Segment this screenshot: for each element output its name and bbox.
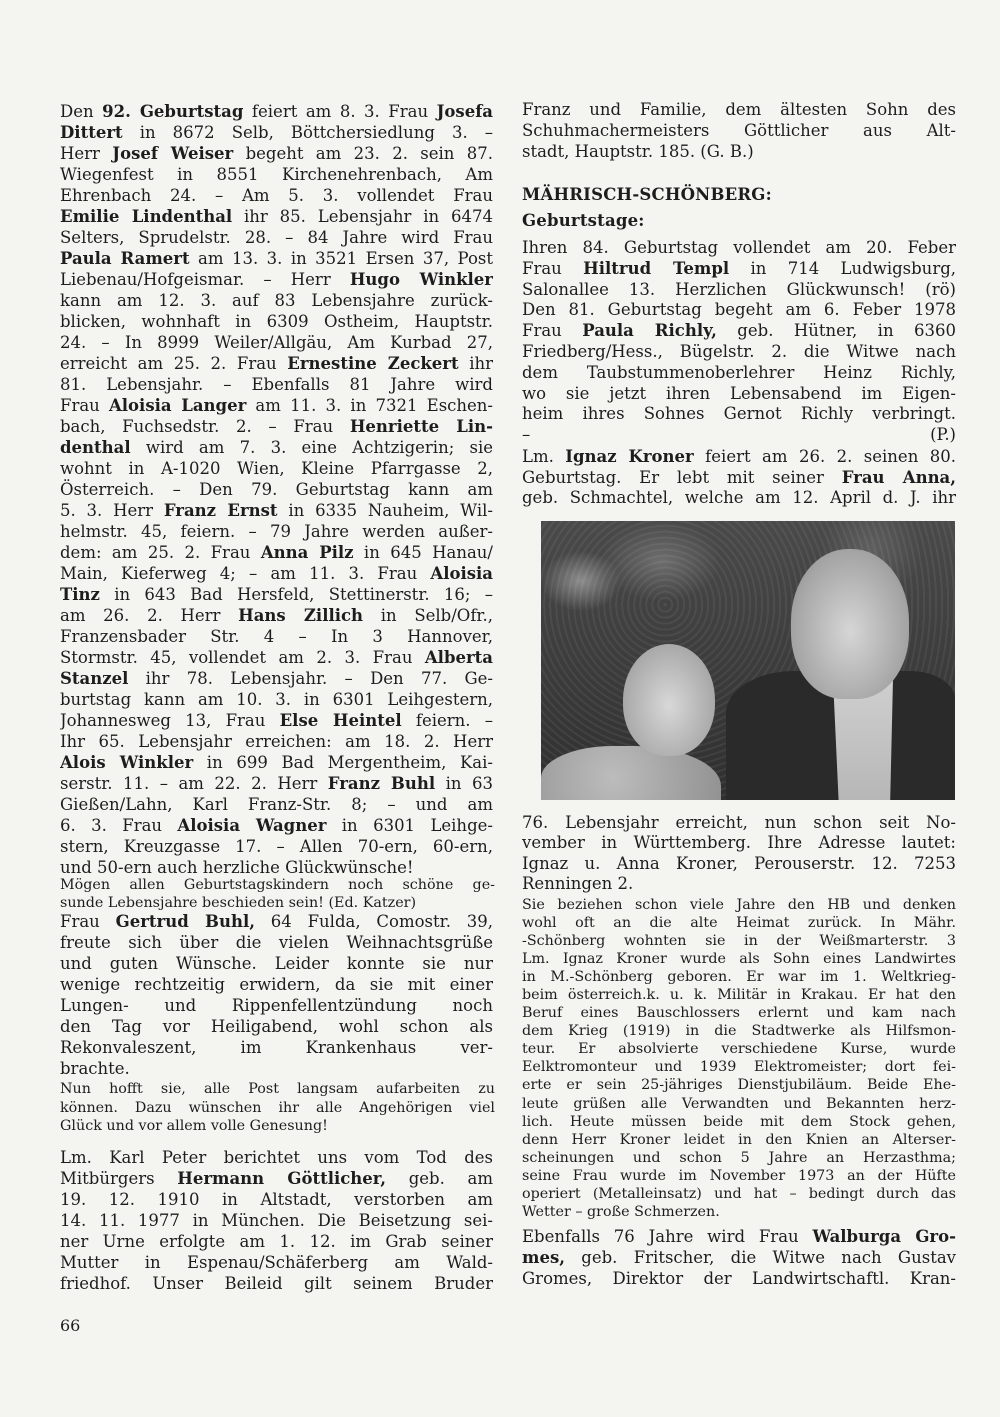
text-line xyxy=(522,488,956,509)
text-line xyxy=(60,932,493,953)
text-run: friedhof. Unser Beileid gilt seinem Bruder xyxy=(60,1274,493,1293)
text-line xyxy=(60,1016,493,1037)
text-line xyxy=(60,185,493,206)
text-run: Österreich. – Den 79. Geburtstag kann am xyxy=(60,480,493,499)
text-line xyxy=(60,1117,495,1136)
text-line xyxy=(522,932,956,950)
text-run: Ihr 65. Lebensjahr erreichen: am 18. 2. Herr xyxy=(60,732,493,751)
text-run: kann am 12. 3. auf 83 Lebensjahre zurück- xyxy=(60,291,493,310)
text-run: Friedberg/Hess., Bügelstr. 2. die Witwe nach xyxy=(522,341,956,361)
text-line xyxy=(522,363,956,384)
bold-name: Frau Anna, xyxy=(841,467,956,487)
gertrud-buhl-paragraph xyxy=(60,911,493,1079)
bold-name: Anna Pilz xyxy=(260,543,354,562)
text-run: in M.-Schönberg geboren. Er war im 1. Weltkrieg- xyxy=(522,969,956,986)
text-run: Mögen allen Geburtstagskindern noch schöne ge- xyxy=(60,877,495,893)
bold-name: Stanzel xyxy=(60,669,129,688)
text-run: in 643 Bad Hersfeld, Stettinerstr. 16; – xyxy=(99,585,493,604)
text-line xyxy=(522,1004,956,1022)
text-run: Gießen/Lahn, Karl Franz-Str. 8; – und am xyxy=(60,795,493,814)
text-run: Frau xyxy=(60,912,116,931)
text-line xyxy=(60,1210,493,1231)
text-line xyxy=(522,1131,956,1149)
obituary-paragraph xyxy=(60,1147,493,1294)
text-line xyxy=(522,1203,956,1221)
bold-name: Aloisia Langer xyxy=(108,396,247,415)
text-line xyxy=(522,1185,956,1203)
text-run: Lm. xyxy=(522,447,566,466)
text-line xyxy=(60,206,493,227)
obituary-continuation xyxy=(522,99,956,162)
text-run: Den xyxy=(60,102,103,121)
text-line xyxy=(60,710,493,731)
text-line xyxy=(522,120,956,141)
text-line xyxy=(60,458,493,479)
photo-ignaz-and-anna-kroner xyxy=(541,521,955,800)
text-line xyxy=(522,833,956,853)
text-line xyxy=(522,321,956,342)
text-line xyxy=(522,854,956,874)
text-run: stern, Kreuzgasse 17. – Allen 70-ern, 60-ern, xyxy=(60,837,493,856)
text-line xyxy=(522,238,956,259)
recovery-wishes-note xyxy=(60,1080,495,1136)
text-run: geb. Schmachtel, welche am 12. April d. J. ihr xyxy=(522,488,956,508)
text-line xyxy=(60,479,493,500)
text-run: wenige rechtzeitig erwidern, da sie mit einer xyxy=(60,975,493,994)
text-line xyxy=(522,914,956,932)
text-run: Lm. Karl Peter berichtet uns vom Tod des xyxy=(60,1148,493,1167)
text-line xyxy=(522,447,956,468)
text-line xyxy=(60,332,493,353)
text-run: Mutter in Espenau/Schäferberg am Wald- xyxy=(60,1253,493,1272)
text-run: Ehrenbach 24. – Am 5. 3. vollendet Frau xyxy=(60,186,493,205)
bold-name: Hans Zillich xyxy=(238,606,364,625)
text-run: 64 Fulda, Comostr. 39, xyxy=(255,912,493,931)
text-run: Den 81. Geburtstag begeht am 6. Feber 1978 xyxy=(522,300,956,320)
text-line xyxy=(60,1252,493,1273)
text-run: helmstr. 45, feiern. – 79 Jahre werden außer- xyxy=(60,522,493,541)
text-run: ihr xyxy=(458,354,493,373)
text-line xyxy=(522,896,956,914)
text-run: geb. Hütner, in 6360 xyxy=(716,321,956,341)
text-run: Franz und Familie, dem ältesten Sohn des xyxy=(522,100,956,119)
text-run: in 6335 Nauheim, Wil- xyxy=(277,501,493,520)
text-run: Glück und vor allem volle Genesung! xyxy=(60,1118,328,1134)
text-run: am 11. 3. in 7321 Eschen- xyxy=(246,396,493,415)
text-run: Lm. Ignaz Kroner wurde als Sohn eines Landwirtes xyxy=(522,951,956,968)
text-run: Wetter – große Schmerzen. xyxy=(522,1203,720,1220)
text-line xyxy=(60,542,493,563)
bold-name: Josef Weiser xyxy=(112,144,234,163)
text-run: geb. Fritscher, die Witwe nach Gustav xyxy=(565,1248,956,1267)
text-run: sunde Lebensjahre beschieden sein! (Ed. Katzer) xyxy=(60,895,417,911)
text-line xyxy=(60,605,493,626)
text-line xyxy=(60,584,493,605)
text-run: und guten Wünsche. Leider konnte sie nur xyxy=(60,954,493,973)
text-line xyxy=(522,342,956,363)
text-run: in 714 Ludwigsburg, xyxy=(729,258,956,278)
text-run: denn Herr Kroner leidet in den Knien an Alterser- xyxy=(522,1131,956,1148)
text-run: feiern. – xyxy=(401,711,493,730)
text-run: Rekonvaleszent, im Krankenhaus ver- xyxy=(60,1038,493,1057)
text-run: Lungen- und Rippenfellentzündung noch xyxy=(60,996,493,1015)
text-run: feiert am 26. 2. seinen 80. xyxy=(693,447,956,466)
bold-name: Josefa xyxy=(436,102,493,121)
text-line xyxy=(522,1268,956,1289)
text-run: wo sie jetzt ihren Lebensabend im Eigen- xyxy=(522,383,956,403)
section-subheading: Geburtstage: xyxy=(522,211,645,230)
text-run: am 13. 3. in 3521 Ersen 37, Post xyxy=(189,249,493,268)
text-line xyxy=(522,1022,956,1040)
bold-name: Franz Ernst xyxy=(163,501,278,520)
text-run: Salonallee 13. Herzlichen Glückwunsch! (rö) xyxy=(522,279,956,299)
bold-name: mes, xyxy=(522,1248,565,1267)
text-run: 76. Lebensjahr erreicht, nun schon seit No- xyxy=(522,813,956,832)
text-run: Gromes, Direktor der Landwirtschaftl. Kran- xyxy=(522,1269,956,1288)
text-line xyxy=(60,1168,493,1189)
bold-name: Alberta xyxy=(424,648,493,667)
text-line xyxy=(60,395,493,416)
text-line xyxy=(60,1058,493,1079)
text-line xyxy=(60,1099,495,1118)
text-run: Beruf eines Bauschlossers erlernt und kam nach xyxy=(522,1005,956,1022)
bold-name: Franz Buhl xyxy=(327,774,436,793)
bold-name: Tinz xyxy=(60,585,100,604)
text-line xyxy=(60,374,493,395)
text-run: Frau xyxy=(522,258,584,278)
birthdays-paragraph xyxy=(60,101,493,878)
text-line xyxy=(522,1167,956,1185)
text-line xyxy=(60,248,493,269)
bold-name: Paula Richly, xyxy=(582,321,717,341)
text-run: scheinungen und schon 5 Jahre an Herzasthma; xyxy=(522,1149,956,1166)
text-run: 6. 3. Frau xyxy=(60,816,178,835)
section-heading: MÄHRISCH-SCHÖNBERG: xyxy=(522,185,772,204)
text-line xyxy=(60,101,493,122)
text-run: lich. Heute müssen beide mit dem Stock gehen, xyxy=(522,1113,956,1130)
text-line xyxy=(60,668,493,689)
bold-name: denthal xyxy=(60,438,131,457)
text-run: Schuhmachermeisters Göttlicher aus Alt- xyxy=(522,121,956,140)
text-line xyxy=(522,468,956,489)
text-line xyxy=(522,986,956,1004)
text-line xyxy=(60,794,493,815)
text-line xyxy=(60,773,493,794)
text-run: stadt, Hauptstr. 185. (G. B.) xyxy=(522,142,754,161)
text-line xyxy=(60,416,493,437)
birthday-wishes-note xyxy=(60,876,495,912)
text-line xyxy=(522,1113,956,1131)
bold-name: Paula Ramert xyxy=(60,249,190,268)
text-run: erte er sein 25-jähriges Dienstjubiläum. Beide Ehe- xyxy=(522,1077,956,1094)
text-line xyxy=(522,968,956,986)
bold-name: Gertrud Buhl, xyxy=(115,912,255,931)
text-run: Franzensbader Str. 4 – In 3 Hannover, xyxy=(60,627,493,646)
text-line xyxy=(522,99,956,120)
text-line xyxy=(522,141,956,162)
bold-name: 92. Geburtstag xyxy=(102,102,244,121)
text-line xyxy=(522,1095,956,1113)
bold-name: Else Heintel xyxy=(279,711,402,730)
text-run: operiert (Metalleinsatz) und hat – bedingt durch das xyxy=(522,1185,956,1202)
text-line xyxy=(60,143,493,164)
text-line xyxy=(522,1226,956,1247)
text-run: Renningen 2. xyxy=(522,874,634,894)
text-run: freute sich über die vielen Weihnachtsgrüße xyxy=(60,933,493,952)
text-run: Main, Kieferweg 4; – am 11. 3. Frau xyxy=(60,564,431,583)
gromes-paragraph xyxy=(522,1226,956,1289)
text-run: in Selb/Ofr., xyxy=(363,606,493,625)
text-run: den Tag vor Heiligabend, wohl schon als xyxy=(60,1017,493,1036)
text-run: Liebenau/Hofgeismar. – Herr xyxy=(60,270,350,289)
text-run: dem Krieg (1919) in die Stadtwerke als Hilfsmon- xyxy=(522,1023,956,1040)
bold-name: Hiltrud Templ xyxy=(583,258,730,278)
text-line xyxy=(60,164,493,185)
text-line xyxy=(522,1040,956,1058)
text-line xyxy=(522,950,956,968)
text-run: dem: am 25. 2. Frau xyxy=(60,543,261,562)
text-run: in 645 Hanau/ xyxy=(353,543,493,562)
bold-name: Alois Winkler xyxy=(60,753,194,772)
text-line xyxy=(522,425,956,446)
text-run: serstr. 11. – am 22. 2. Herr xyxy=(60,774,328,793)
text-run: in 699 Bad Mergentheim, Kai- xyxy=(193,753,493,772)
text-line xyxy=(60,563,493,584)
text-run: Johannesweg 13, Frau xyxy=(60,711,280,730)
text-run: Stormstr. 45, vollendet am 2. 3. Frau xyxy=(60,648,425,667)
text-run: Ihren 84. Geburtstag vollendet am 20. Feber xyxy=(522,238,956,257)
text-run: Herr xyxy=(60,144,113,163)
text-line xyxy=(60,953,493,974)
text-run: in 8672 Selb, Böttchersiedlung 3. – xyxy=(122,123,493,142)
text-run: Frau xyxy=(60,396,109,415)
text-line xyxy=(60,500,493,521)
text-run: burtstag kann am 10. 3. in 6301 Leihgestern, xyxy=(60,690,493,709)
text-line xyxy=(60,1080,495,1099)
text-run: feiert am 8. 3. Frau xyxy=(243,102,437,121)
page-number: 66 xyxy=(60,1316,81,1335)
text-run: Nun hofft sie, alle Post langsam aufarbeiten zu xyxy=(60,1081,495,1097)
bold-name: Aloisia Wagner xyxy=(177,816,327,835)
text-line xyxy=(60,689,493,710)
text-line xyxy=(60,122,493,143)
text-line xyxy=(522,280,956,301)
text-run: leute grüßen alle Verwandten und Bekannten herz- xyxy=(522,1095,956,1112)
text-run: seine Frau wurde im November 1973 an der Hüfte xyxy=(522,1167,956,1184)
text-line xyxy=(60,269,493,290)
bold-name: Aloisia xyxy=(430,564,493,583)
text-line xyxy=(60,227,493,248)
text-run: -Schönberg wohnten sie in der Weißmarterstr. 3 xyxy=(522,933,956,950)
text-line xyxy=(60,1189,493,1210)
text-run: Selters, Sprudelstr. 28. – 84 Jahre wird Frau xyxy=(60,228,493,247)
text-line xyxy=(60,731,493,752)
text-run: begeht am 23. 2. sein 87. xyxy=(233,144,493,163)
text-run: erreicht am 25. 2. Frau xyxy=(60,354,288,373)
text-run: Geburtstag. Er lebt mit seiner xyxy=(522,467,842,487)
text-line xyxy=(60,521,493,542)
text-run: brachte. xyxy=(60,1059,130,1078)
kroner-address-paragraph xyxy=(522,813,956,895)
text-line xyxy=(60,894,495,912)
bold-name: Hugo Winkler xyxy=(349,270,493,289)
text-line xyxy=(522,1149,956,1167)
text-run: Ebenfalls 76 Jahre wird Frau xyxy=(522,1227,813,1246)
text-run: beim österreich.k. u. k. Militär in Krakau. Er hat den xyxy=(522,987,956,1004)
text-run: geb. am xyxy=(386,1169,493,1188)
text-line xyxy=(60,311,493,332)
text-line xyxy=(60,911,493,932)
text-run: 14. 11. 1977 in München. Die Beisetzung sei- xyxy=(60,1211,493,1230)
text-run: Frau xyxy=(522,321,583,341)
text-run: 81. Lebensjahr. – Ebenfalls 81 Jahre wird xyxy=(60,375,493,394)
text-run: 5. 3. Herr xyxy=(60,501,164,520)
text-run: und 50-ern auch herzliche Glückwünsche! xyxy=(60,858,414,877)
text-run: ner Urne erfolgte am 1. 12. im Grab seiner xyxy=(60,1232,493,1251)
kroner-paragraph xyxy=(522,447,956,509)
text-run: 19. 12. 1910 in Altstadt, verstorben am xyxy=(60,1190,493,1209)
text-line xyxy=(60,290,493,311)
text-line xyxy=(60,437,493,458)
text-line xyxy=(522,404,956,425)
text-run: dem Taubstummenoberlehrer Heinz Richly, xyxy=(522,362,956,382)
text-run: in 63 xyxy=(435,774,493,793)
text-run: Sie beziehen schon viele Jahre den HB und denken xyxy=(522,897,956,913)
text-run: bach, Fuchsedstr. 2. – Frau xyxy=(60,417,350,436)
text-line xyxy=(60,876,495,894)
text-run: heim ihres Sohnes Gernot Richly verbringt. xyxy=(522,404,956,424)
text-line xyxy=(522,874,956,894)
text-line xyxy=(522,300,956,321)
text-line xyxy=(60,1273,493,1294)
text-run: wird am 7. 3. eine Achtzigerin; sie xyxy=(130,438,493,457)
text-line xyxy=(522,259,956,280)
text-line xyxy=(60,752,493,773)
bold-name: Dittert xyxy=(60,123,123,142)
text-run: wohnt in A-1020 Wien, Kleine Pfarrgasse 2, xyxy=(60,459,493,478)
bold-name: Walburga Gro- xyxy=(812,1227,956,1246)
text-line xyxy=(60,857,493,878)
text-line xyxy=(60,836,493,857)
text-line xyxy=(522,1058,956,1076)
bold-name: Henriette Lin- xyxy=(349,417,493,436)
text-line xyxy=(60,1037,493,1058)
text-line xyxy=(60,974,493,995)
text-run: am 26. 2. Herr xyxy=(60,606,239,625)
text-run: blicken, wohnhaft in 6309 Ostheim, Hauptstr. xyxy=(60,312,493,331)
text-run: ihr 85. Lebensjahr in 6474 xyxy=(232,207,493,226)
bold-name: Emilie Lindenthal xyxy=(60,207,233,226)
richly-templ-paragraph xyxy=(522,238,956,446)
text-run: vember in Württemberg. Ihre Adresse lautet: xyxy=(522,833,956,853)
text-line xyxy=(522,384,956,405)
text-run: in 6301 Leihge- xyxy=(326,816,493,835)
text-run: 24. – In 8999 Weiler/Allgäu, Am Kurbad 27, xyxy=(60,333,493,352)
text-line xyxy=(522,1247,956,1268)
text-run: Wiegenfest in 8551 Kirchenehrenbach, Am xyxy=(60,165,493,184)
kroner-biography-note xyxy=(522,896,956,1221)
text-line xyxy=(522,1076,956,1094)
text-run: können. Dazu wünschen ihr alle Angehörigen viel xyxy=(60,1099,495,1116)
text-run: teur. Er absolvierte verschiedene Kurse, wurde xyxy=(522,1041,956,1058)
text-run: Ignaz u. Anna Kroner, Perouserstr. 12. 7253 xyxy=(522,853,956,873)
text-line xyxy=(60,815,493,836)
text-line xyxy=(60,1231,493,1252)
bold-name: Ignaz Kroner xyxy=(565,447,694,466)
text-run: – (P.) xyxy=(522,425,956,445)
text-line xyxy=(60,995,493,1016)
text-line xyxy=(60,353,493,374)
bold-name: Ernestine Zeckert xyxy=(287,354,459,373)
text-line xyxy=(60,626,493,647)
text-run: Eelktromonteur und 1939 Elektromeister; dort fei- xyxy=(522,1059,956,1076)
text-run: wohl oft an die alte Heimat zurück. In Mähr. xyxy=(522,915,956,932)
text-run: ihr 78. Lebensjahr. – Den 77. Ge- xyxy=(128,669,493,688)
text-run: Mitbürgers xyxy=(60,1169,178,1188)
text-line xyxy=(60,1147,493,1168)
text-line xyxy=(522,813,956,833)
bold-name: Hermann Göttlicher, xyxy=(177,1169,387,1188)
text-line xyxy=(60,647,493,668)
